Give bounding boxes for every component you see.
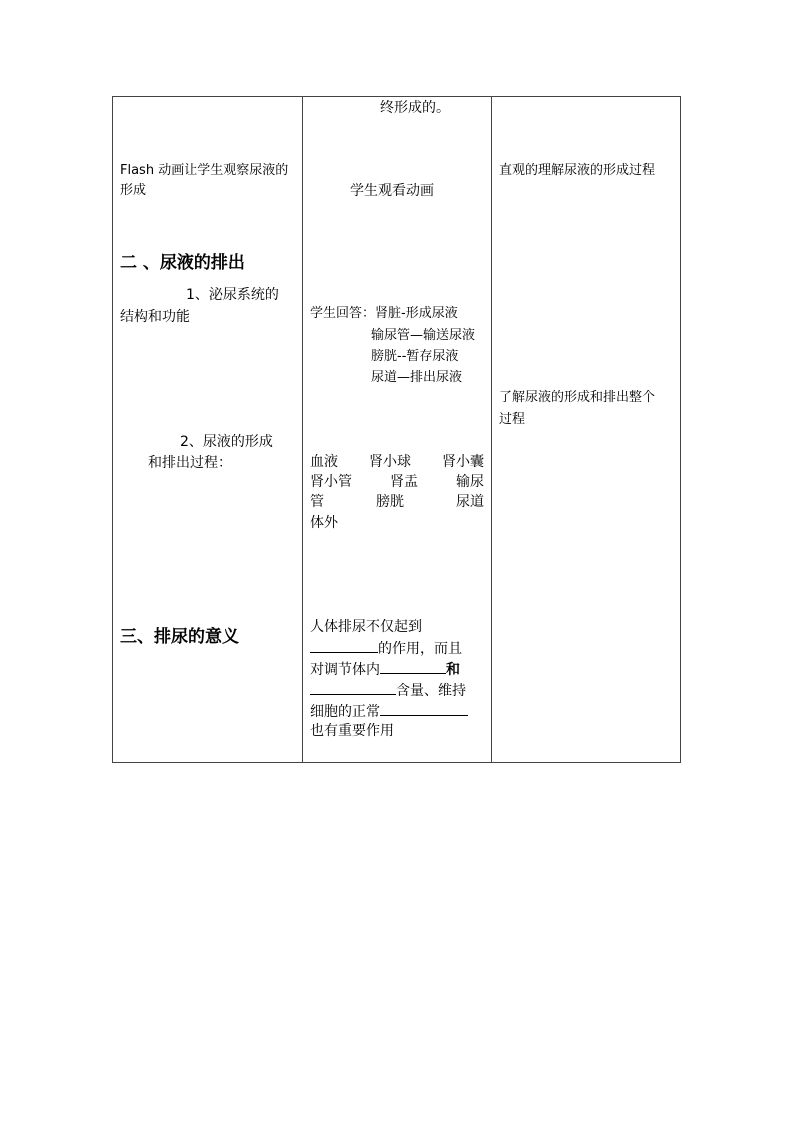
fill-blank — [310, 638, 378, 653]
section3-heading: 三、排尿的意义 — [120, 627, 239, 647]
flow-term: 肾小囊 — [442, 454, 484, 470]
watch-animation: 学生观看动画 — [350, 183, 434, 199]
item1-line2: 结构和功能 — [120, 309, 190, 325]
flow-term: 管 — [310, 494, 324, 510]
section2-heading: 二 、尿液的排出 — [120, 253, 245, 273]
flow-term: 尿道 — [456, 494, 484, 510]
significance-line3 — [310, 659, 460, 680]
significance-line1: 人体排尿不仅起到 — [310, 619, 422, 635]
flow-term: 肾小球 — [369, 454, 411, 470]
goal2-line2: 过程 — [499, 412, 526, 427]
significance-line4 — [310, 680, 466, 701]
item2-line1: 2、尿液的形成 — [180, 434, 273, 450]
flow-row1 — [310, 452, 484, 472]
flow-term: 输尿 — [456, 474, 484, 490]
flash-text-line2: 形成 — [120, 183, 147, 198]
significance-text: 对调节体内 — [310, 662, 380, 678]
column-divider — [491, 97, 492, 762]
answer-line3: 膀胱--暂存尿液 — [371, 349, 459, 364]
flash-text-line1: Flash 动画让学生观察尿液的 — [120, 163, 289, 178]
significance-text: 和 — [446, 662, 460, 678]
flow-term: 血液 — [310, 454, 338, 470]
fill-blank — [380, 701, 468, 716]
answer-line1: 学生回答：肾脏-形成尿液 — [310, 306, 458, 321]
fill-blank — [380, 659, 446, 674]
column-divider — [302, 97, 303, 762]
top-fragment: 终形成的。 — [380, 100, 450, 116]
flow-row2 — [310, 472, 484, 492]
flow-row3 — [310, 492, 484, 512]
flow-term: 膀胱 — [376, 494, 404, 510]
goal2-line1: 了解尿液的形成和排出整个 — [499, 390, 656, 405]
significance-text: 细胞的正常 — [310, 704, 380, 720]
fill-blank — [310, 680, 396, 695]
answer-line4: 尿道—排出尿液 — [371, 370, 463, 385]
significance-line2 — [310, 638, 462, 659]
flow-term: 肾盂 — [390, 474, 418, 490]
significance-text: 的作用，而且 — [378, 641, 462, 657]
item2-line2: 和排出过程： — [148, 455, 232, 471]
item1-line1: 1、泌尿系统的 — [186, 287, 279, 303]
goal1: 直观的理解尿液的形成过程 — [499, 163, 656, 178]
answer-line2: 输尿管—输送尿液 — [371, 328, 476, 343]
flow-term: 肾小管 — [310, 474, 352, 490]
significance-text: 含量、维持 — [396, 683, 466, 699]
significance-line6: 也有重要作用 — [310, 723, 394, 739]
flow-row4: 体外 — [310, 515, 338, 531]
significance-line5 — [310, 701, 468, 722]
